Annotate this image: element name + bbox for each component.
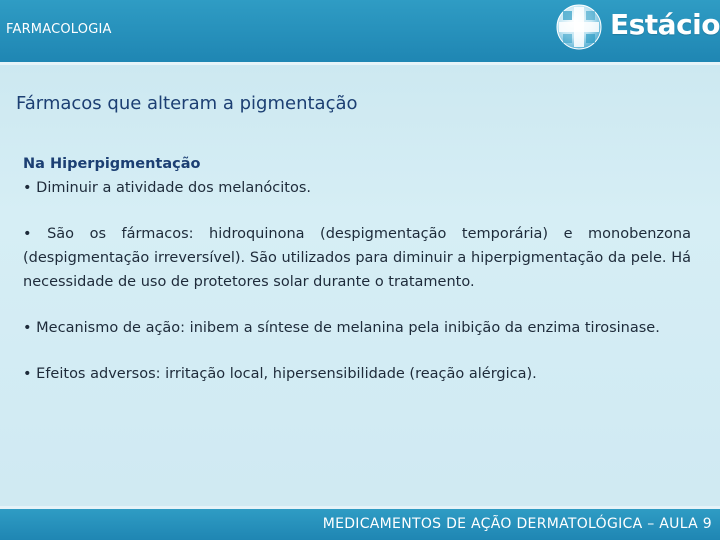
slide-title: Fármacos que alteram a pigmentação [16, 93, 358, 114]
spacer [23, 340, 691, 362]
header-divider [0, 62, 720, 65]
footer-bar [0, 509, 720, 540]
logo-wordmark: Estácio [610, 8, 720, 41]
slide-body [23, 152, 691, 386]
spacer [23, 294, 691, 316]
header-bar [0, 0, 720, 62]
bullet-3: • Mecanismo de ação: inibem a síntese de melanina pela inibição da enzima tirosinase. [23, 320, 660, 336]
course-title: FARMACOLOGIA [6, 22, 112, 37]
estacio-globe-logo-icon [554, 2, 604, 52]
estacio-logo [554, 2, 720, 56]
subheading: Na Hiperpigmentação [23, 156, 201, 172]
spacer [23, 200, 691, 222]
footer-text: MEDICAMENTOS DE AÇÃO DERMATOLÓGICA – AULA 9 [322, 516, 712, 532]
bullet-4: • Efeitos adversos: irritação local, hipersensibilidade (reação alérgica). [23, 366, 537, 382]
bullet-2: • São os fármacos: hidroquinona (despigmentação temporária) e monobenzona (despigmentação irreversível). São utilizados para diminuir a hiperpigmentação da pele. Há necessidade de uso de protetores solar durante o tratamento. [23, 226, 691, 290]
bullet-1: • Diminuir a atividade dos melanócitos. [23, 180, 311, 196]
